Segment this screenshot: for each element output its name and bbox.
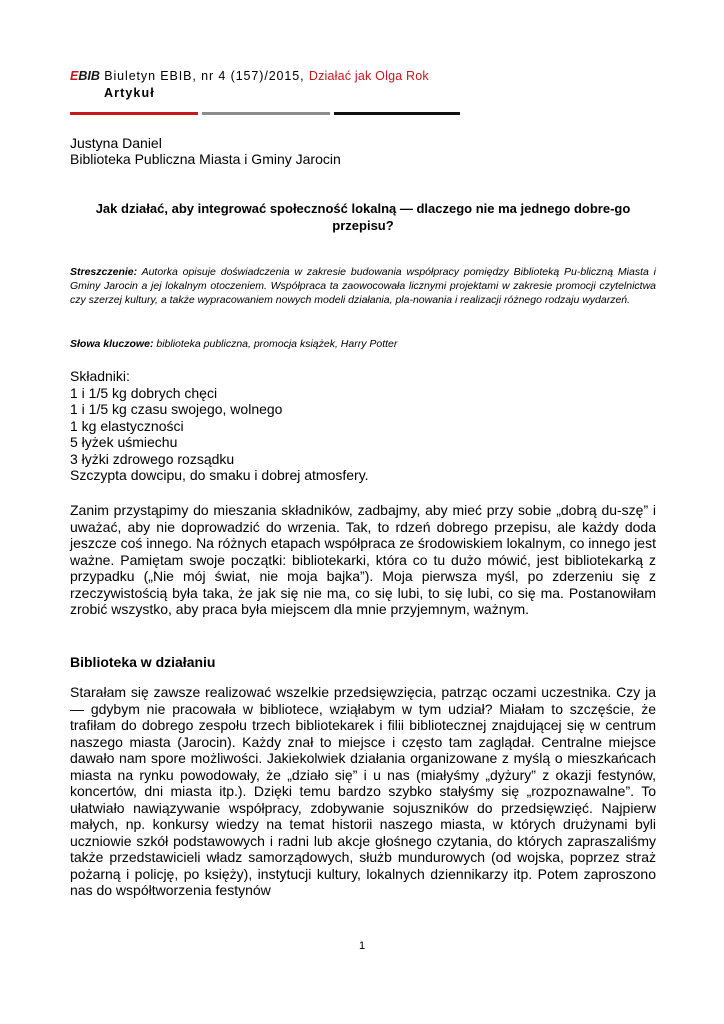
header-divider (70, 112, 460, 115)
author-affiliation: Biblioteka Publiczna Miasta i Gminy Jarocin (70, 151, 341, 167)
divider-red (70, 112, 198, 115)
abstract-text: Autorka opisuje doświadczenia w zakresie budowania współpracy pomiędzy Biblioteką Pu-bliczną Miasta i Gminy Jarocin a jej lokalnym otoczeniem. Współpraca ta zaowocowała licznymi projektami w zakresie promocji czytelnictwa czy szerzej kultury, a także wypracowaniem nowych modeli działania, pla-nowania i realizacji różnego rodzaju wydarzeń. (70, 266, 657, 306)
keywords-text: biblioteka publiczna, promocja książek, Harry Potter (156, 338, 398, 350)
issue-theme-link[interactable]: Działać jak Olga Rok (308, 69, 429, 83)
list-item: 5 łyżek uśmiechu (70, 434, 178, 450)
list-item: Szczypta dowcipu, do smaku i dobrej atmosfery. (70, 467, 369, 483)
section-label: Artykuł (104, 86, 155, 100)
ebib-logo: EBIB (70, 69, 100, 83)
list-item: 3 łyżki zdrowego rozsądku (70, 450, 235, 467)
article-title: Jak działać, aby integrować społeczność lokalną — dlaczego nie ma jednego dobre-go przepisu? (95, 201, 631, 233)
ingredients-list (70, 368, 369, 484)
author-block (70, 135, 341, 167)
header-line (70, 68, 660, 85)
keywords (70, 337, 656, 351)
journal-header (70, 68, 660, 102)
list-item: 1 i 1/5 kg dobrych chęci (70, 384, 218, 401)
divider-grey (202, 112, 330, 115)
body-paragraph: Zanim przystąpimy do mieszania składników, zadbajmy, aby mieć przy sobie „dobrą du-szę” i uważać, aby nie doprowadzić do wrzenia. Tak, to rdzeń dobrego przepisu, ale każdy doda jeszcze coś innego. Na różnych etapach współpraca ze środowiskiem lokalnym, co innego jest ważne. Pamiętam swoje początki: bibliotekarki, która co tu dużo mówić, jest bibliotekarką z przypadku („Nie mój świat, nie moja bajka”). Moja pierwsza myśl, po zderzeniu się z rzeczywistością była taka, że jak się nie ma, co się lubi, to się lubi, co się ma. Postanowiłam zrobić wszystko, aby praca była miejscem dla mnie przyjemnym, ważnym. (70, 502, 656, 617)
list-item: 1 kg elastyczności (70, 417, 184, 434)
ingredients-heading: Składniki: (70, 368, 130, 384)
body-paragraph: Starałam się zawsze realizować wszelkie przedsięwzięcia, patrząc oczami uczestnika. Czy ja — gdybym nie pracowała w bibliotece, wziąłabym w tym udział? Miałam to szczęście, że trafiłam do dobrego zespołu trzech bibliotekarek i filii bibliotecznej znajdującej się w centrum naszego miasta (Jarocin). Każdy znał to miejsce i często tam zaglądał. Centralne miejsce dawało nam spore możliwości. Jakiekolwiek działania organizowane z myślą o mieszkańcach miasta na rynku powodowały, że „działo się” i u nas (miałyśmy „dyżury” z okazji festynów, koncertów, dni miasta itp.). Dzięki temu bardzo szybko stałyśmy się „rozpoznawalne”. To ułatwiało nawiązywanie współpracy, zdobywanie sojuszników do przedsięwzięć. Najpierw małych, np. konkursy wiedzy na temat historii naszego miasta, w których drużynami byli uczniowie szkół podstawowych i radni lub akcje głośnego czytania, do których zapraszaliśmy także przedstawicieli władz samorządowych, służb mundurowych (od wojska, poprzez straż pożarną i policję, po księży), instytucji kultury, lokalnych dziennikarzy itp. Potem zaproszono nas do współtworzenia festynów (70, 684, 656, 898)
page-number: 1 (358, 940, 366, 952)
abstract-label: Streszczenie: (70, 266, 138, 278)
abstract (70, 265, 656, 307)
bulletin-issue: Biuletyn EBIB, nr 4 (157)/2015, (104, 69, 305, 83)
section-heading: Biblioteka w działaniu (70, 654, 216, 670)
author-name: Justyna Daniel (70, 135, 162, 151)
keywords-label: Słowa kluczowe: (70, 338, 154, 350)
divider-black (334, 112, 460, 115)
list-item: 1 i 1/5 kg czasu swojego, wolnego (70, 401, 283, 417)
